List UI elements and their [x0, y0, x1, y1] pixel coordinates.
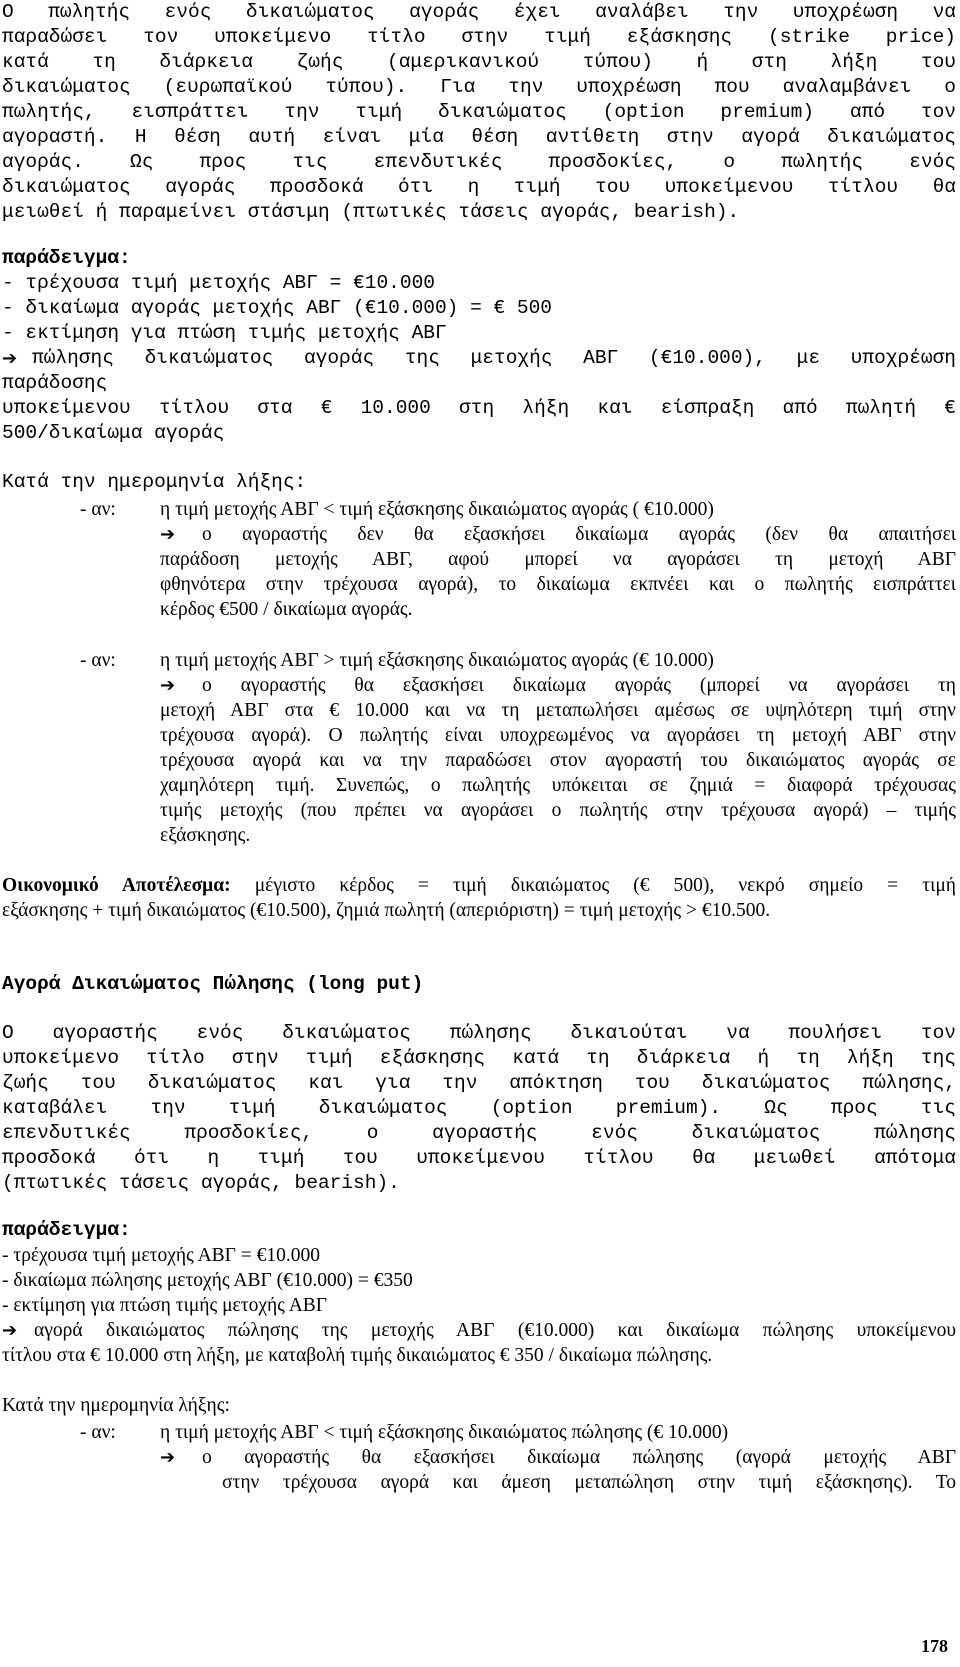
result-line: εξάσκησης + τιμή δικαιώματος (€10.500), ζημιά πωλητή (απεριόριστη) = τιμή μετοχής > €10.500.	[2, 900, 771, 921]
text-line: υποκείμενο τίτλο στην τιμή εξάσκησης κατά τη διάρκεια ή τη λήξη της	[2, 1047, 956, 1069]
text-line: Ο πωλητής ενός δικαιώματος αγοράς έχει αναλάβει την υποχρέωση να	[2, 1, 956, 23]
case-condition: η τιμή μετοχής ΑΒΓ < τιμή εξάσκησης δικαιώματος αγοράς ( €10.000)	[160, 499, 714, 520]
expiry-heading-call	[2, 470, 956, 495]
text-line: δικαιώματος αγοράς προσδοκά ότι η τιμή του υποκείμενου τίτλου θα	[2, 176, 956, 198]
result-line	[2, 873, 956, 898]
case-1-call	[80, 497, 960, 622]
case-body	[160, 698, 956, 848]
arrow-icon: ➔	[2, 1320, 18, 1341]
section-heading	[2, 972, 956, 997]
text-line: παράδοση μετοχής ΑΒΓ, αφού μπορεί να αγοράσει τη μετοχή ΑΒΓ	[160, 549, 956, 570]
case-arrow-text: ο αγοραστής δεν θα εξασκήσει δικαίωμα αγοράς (δεν θα απαιτήσει	[202, 524, 956, 545]
case-body	[222, 1470, 956, 1495]
result-text: μέγιστο κέρδος = τιμή δικαιώματος (€ 500), νεκρό σημείο = τιμή	[230, 875, 956, 896]
case-condition: η τιμή μετοχής ΑΒΓ < τιμή εξάσκησης δικαιώματος πώλησης (€ 10.000)	[160, 1422, 729, 1443]
long-put-paragraph	[2, 1021, 956, 1196]
case-arrow-row	[160, 673, 956, 698]
case-row	[80, 1420, 960, 1445]
text-line: εξάσκησης.	[160, 825, 251, 846]
text-line: τρέχουσα αγορά και να την παραδώσει στον αγοραστή του δικαιώματος αγοράς σε	[160, 750, 956, 771]
short-call-paragraph	[2, 0, 956, 225]
example-line: - δικαίωμα αγοράς μετοχής ΑΒΓ (€10.000) = € 500	[2, 297, 552, 319]
text-line: δικαιώματος (ευρωπαϊκού τύπου). Για την υποχρέωση που αναλαμβάνει ο	[2, 76, 956, 98]
example-line: - τρέχουσα τιμή μετοχής ΑΒΓ = €10.000	[2, 272, 435, 294]
case-arrow-row	[160, 522, 956, 547]
arrow-icon: ➔	[160, 524, 176, 545]
case-body	[160, 547, 956, 622]
text-line: προσδοκά ότι η τιμή του υποκείμενου τίτλου θα μειωθεί απότομα	[2, 1147, 956, 1169]
text-line: πωλητής, εισπράττει την τιμή δικαιώματος (option premium) από τον	[2, 101, 956, 123]
page-number: 178	[921, 1636, 948, 1656]
text-line: μειωθεί ή παραμείνει στάσιμη (πτωτικές τάσεις αγοράς, bearish).	[2, 201, 740, 223]
text-line: παράδοσης	[2, 372, 108, 394]
text-line: ζωής του δικαιώματος και για την απόκτηση του δικαιώματος πώλησης,	[2, 1072, 956, 1094]
text-line: αγοραστή. Η θέση αυτή είναι μία θέση αντίθετη στην αγορά δικαιώματος	[2, 126, 956, 148]
expiry-heading: Κατά την ημερομηνία λήξης:	[2, 1395, 230, 1416]
section-heading-text: Αγορά Δικαιώματος Πώλησης (long put)	[2, 973, 424, 995]
example-block-call	[2, 246, 956, 446]
case-condition: η τιμή μετοχής ΑΒΓ > τιμή εξάσκησης δικαιώματος αγοράς (€ 10.000)	[160, 650, 714, 671]
case-row	[80, 648, 960, 673]
long-put-section	[2, 972, 956, 997]
example-line: - δικαίωμα πώλησης μετοχής ΑΒΓ (€10.000) = €350	[2, 1270, 413, 1291]
example-label: παράδειγμα:	[2, 247, 131, 269]
case-1-put	[80, 1420, 960, 1495]
text-line: στην τρέχουσα αγορά και άμεση μεταπώληση στην τιμή εξάσκησης). Το	[222, 1472, 956, 1493]
text-line: επενδυτικές προσδοκίες, ο αγοραστής ενός δικαιώματος πώλησης	[2, 1122, 956, 1144]
arrow-text: πώλησης δικαιώματος αγοράς της μετοχής ΑΒΓ (€10.000), με υποχρέωση	[32, 347, 956, 369]
result-label: Οικονομικό Αποτέλεσμα:	[2, 875, 231, 896]
arrow-icon: ➔	[2, 348, 18, 369]
arrow-line	[2, 1318, 956, 1343]
text-line: τίτλου στα € 10.000 στη λήξη, με καταβολή τιμής δικαιώματος € 350 / δικαίωμα πώλησης.	[2, 1345, 713, 1366]
text-line: τιμής μετοχής (που πρέπει να αγοράσει ο πωλητής στην τρέχουσα αγορά) – τιμής	[160, 800, 956, 821]
text-line: φθηνότερα στην τρέχουσα αγορά), το δικαίωμα εκπνέει και ο πωλητής εισπράττει	[160, 574, 956, 595]
text-line: κατά τη διάρκεια ζωής (αμερικανικού τύπου) ή στη λήξη του	[2, 51, 956, 73]
text-line: τρέχουσα αγορά). Ο πωλητής είναι υποχρεωμένος να αγοράσει τη μετοχή ΑΒΓ στην	[160, 725, 956, 746]
case-arrow-text: ο αγοραστής θα εξασκήσει δικαίωμα αγοράς (μπορεί να αγοράσει τη	[202, 675, 956, 696]
example-label: παράδειγμα:	[2, 1219, 131, 1241]
text-line: Ο αγοραστής ενός δικαιώματος πώλησης δικαιούται να πουλήσει τον	[2, 1022, 956, 1044]
arrow-text: αγορά δικαιώματος πώλησης της μετοχής ΑΒΓ (€10.000) και δικαίωμα πώλησης υποκείμενου	[34, 1320, 956, 1341]
financial-result	[2, 873, 956, 923]
text-line: αγοράς. Ως προς τις επενδυτικές προσδοκίες, ο πωλητής ενός	[2, 151, 956, 173]
text-line: καταβάλει την τιμή δικαιώματος (option premium). Ως προς τις	[2, 1097, 956, 1119]
text-line: παραδώσει τον υποκείμενο τίτλο στην τιμή εξάσκησης (strike price)	[2, 26, 956, 48]
case-label: - αν:	[80, 650, 116, 671]
arrow-line	[2, 346, 956, 371]
example-line: - εκτίμηση για πτώση τιμής μετοχής ΑΒΓ	[2, 322, 447, 344]
case-arrow-text: ο αγοραστής θα εξασκήσει δικαίωμα πώλησης (αγορά μετοχής ΑΒΓ	[202, 1447, 956, 1468]
case-row	[80, 497, 960, 522]
example-line: - εκτίμηση για πτώση τιμής μετοχής ΑΒΓ	[2, 1295, 328, 1316]
text-line: υποκείμενου τίτλου στα € 10.000 στη λήξη και είσπραξη από πωλητή €	[2, 397, 956, 419]
arrow-icon: ➔	[160, 675, 176, 696]
text-line: μετοχή ΑΒΓ στα € 10.000 και να τη μεταπωλήσει αμέσως σε υψηλότερη τιμή στην	[160, 700, 956, 721]
expiry-heading: Κατά την ημερομηνία λήξης:	[2, 471, 307, 493]
expiry-heading-put	[2, 1393, 956, 1418]
arrow-icon: ➔	[160, 1447, 176, 1468]
example-block-put	[2, 1218, 956, 1368]
case-arrow-row	[160, 1445, 956, 1470]
text-line: κέρδος €500 / δικαίωμα αγοράς.	[160, 599, 413, 620]
text-line: 500/δικαίωμα αγοράς	[2, 422, 225, 444]
text-line: (πτωτικές τάσεις αγοράς, bearish).	[2, 1172, 400, 1194]
example-line: - τρέχουσα τιμή μετοχής ΑΒΓ = €10.000	[2, 1245, 321, 1266]
case-2-call	[80, 648, 960, 848]
text-line: χαμηλότερη τιμή. Συνεπώς, ο πωλητής υπόκειται σε ζημιά = διαφορά τρέχουσας	[160, 775, 956, 796]
case-label: - αν:	[80, 499, 116, 520]
case-label: - αν:	[80, 1422, 116, 1443]
